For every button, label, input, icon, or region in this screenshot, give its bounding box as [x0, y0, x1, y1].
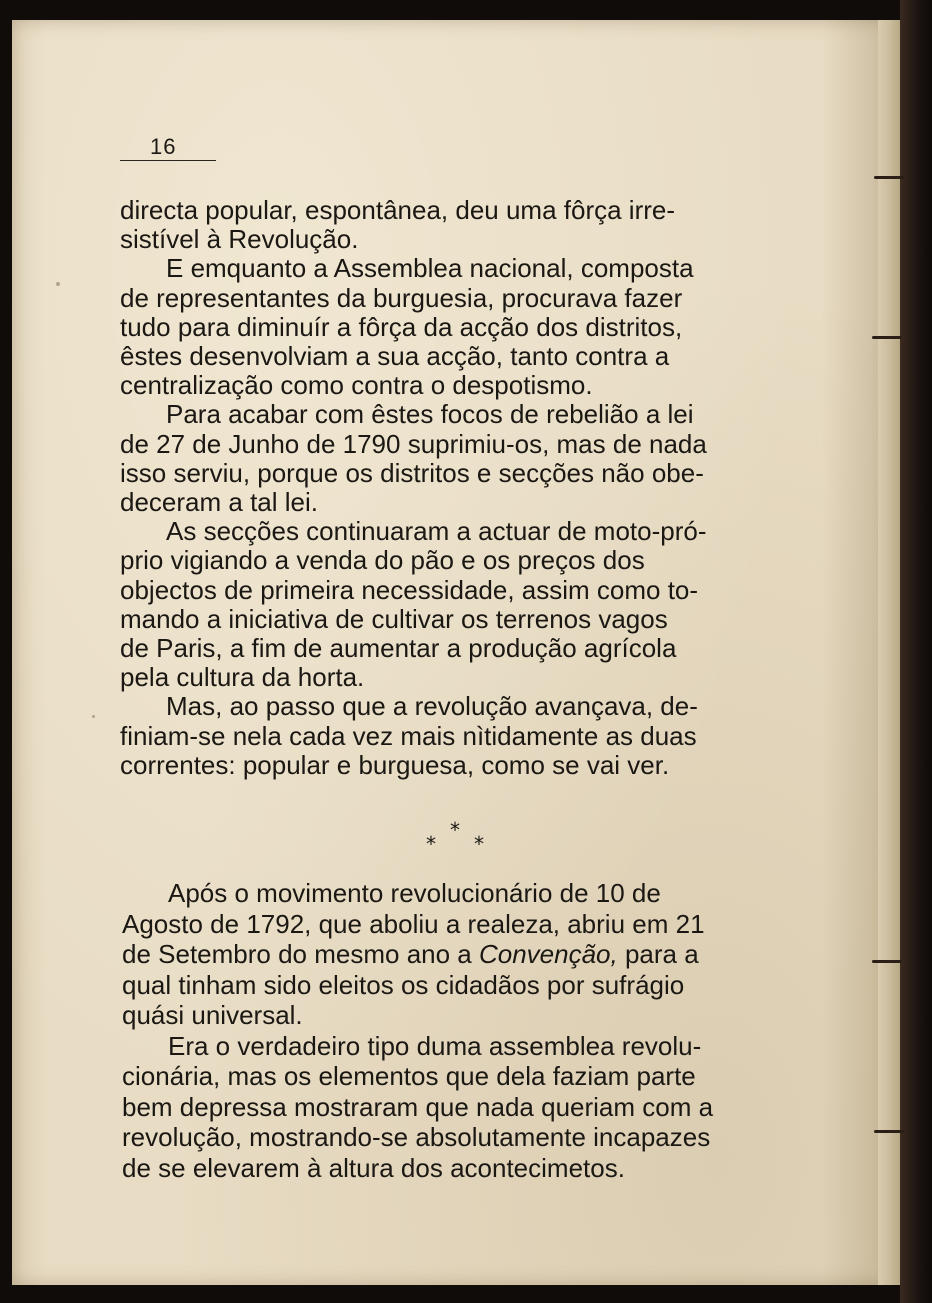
page-number: 16: [150, 134, 177, 159]
text-line: de se elevarem à altura dos acontecimetos.: [122, 1152, 625, 1183]
text-line: centralização como contra o despotismo.: [120, 370, 593, 401]
binding-stitch: [872, 960, 902, 963]
text-line: pela cultura da horta.: [120, 662, 365, 693]
text-line: E emquanto a Assemblea nacional, composta: [166, 253, 694, 284]
text-line: isso serviu, porque os distritos e secções não obe-: [120, 457, 704, 488]
text-line: directa popular, espontânea, deu uma fôrça irre-: [120, 195, 676, 225]
text-line: cionária, mas os elementos que dela faziam parte: [122, 1061, 696, 1091]
asterisk-left: *: [426, 832, 436, 856]
text-line: tudo para diminuír a fôrça da acção dos distritos,: [120, 311, 683, 342]
text-line: revolução, mostrando-se absolutamente incapazes: [122, 1122, 711, 1152]
text-line: quási universal.: [122, 1000, 303, 1030]
paragraph: [122, 1031, 788, 1184]
text-line: de Paris, a fim de aumentar a produção agrícola: [120, 633, 677, 664]
text-line: Após o movimento revolucionário de 10 de: [168, 878, 661, 908]
text-line: de Setembro do mesmo ano a: [122, 939, 479, 969]
text-line: Agosto de 1792, que aboliu a realeza, abriu em 21: [122, 908, 705, 939]
text-line: finiam-se nela cada vez mais nìtidamente as duas: [120, 720, 697, 751]
asterisk-top: *: [450, 818, 460, 842]
text-line: para a: [617, 939, 699, 969]
text-line: Mas, ao passo que a revolução avançava, de-: [166, 691, 698, 722]
text-line: de representantes da burguesia, procurava fazer: [120, 282, 683, 313]
paper-speck: [56, 282, 60, 286]
binding-stitch: [874, 176, 904, 179]
italic-term: Convenção,: [478, 939, 618, 969]
text-line: de 27 de Junho de 1790 suprimiu-os, mas de nada: [120, 428, 707, 459]
body-text-section-1: [120, 196, 788, 780]
text-line: deceram a tal lei.: [120, 487, 318, 518]
text-line: sistível à Revolução.: [120, 224, 359, 255]
paper-speck: [92, 715, 95, 718]
text-line: Para acabar com êstes focos de rebelião a lei: [166, 399, 694, 430]
paragraph: [120, 254, 788, 400]
text-line: êstes desenvolviam a sua acção, tanto contra a: [120, 341, 670, 372]
binding-stitch: [872, 336, 902, 339]
text-line: qual tinham sido eleitos os cidadãos por sufrágio: [122, 969, 685, 1000]
text-line: correntes: popular e burguesa, como se vai ver.: [120, 749, 670, 780]
paragraph: [120, 517, 788, 692]
text-line: mando a iniciativa de cultivar os terrenos vagos: [120, 603, 668, 634]
text-line: prio vigiando a venda do pão e os preços dos: [120, 545, 645, 576]
paragraph: [122, 878, 788, 1031]
text-line: bem depressa mostraram que nada queriam com a: [122, 1091, 714, 1122]
header-rule: [120, 160, 216, 161]
paragraph: [120, 196, 788, 254]
paragraph: [120, 692, 788, 780]
asterisk-right: *: [474, 832, 484, 856]
text-line: objectos de primeira necessidade, assim como to-: [120, 574, 699, 605]
body-text-section-2: [122, 878, 788, 1183]
text-line: Era o verdadeiro tipo duma assemblea revolu-: [168, 1030, 702, 1061]
page-gutter: [878, 20, 900, 1285]
binding-stitch: [874, 1130, 904, 1133]
text-line: As secções continuaram a actuar de moto-pró-: [166, 516, 707, 547]
book-binding-edge: [900, 0, 932, 1303]
section-separator-asterisms: [420, 818, 500, 858]
paragraph: [120, 400, 788, 517]
